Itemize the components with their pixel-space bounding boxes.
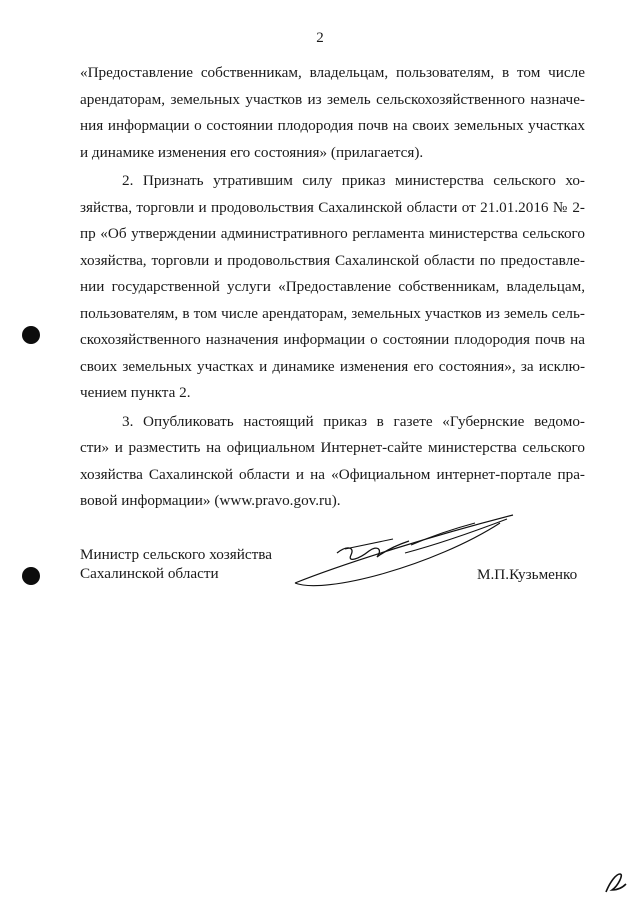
paragraph-2-line: своих земельных участках и динамике изменения его состояния», за исклю- [80,357,585,375]
paragraph-3-line: хозяйства Сахалинской области и на «Официальном интернет-портале пра- [80,465,585,483]
signatory-name: М.П.Кузьменко [477,566,578,583]
paragraph-2-line: 2. Признать утратившим силу приказ министерства сельского хо- [122,172,585,189]
paragraph-3-line: 3. Опубликовать настоящий приказ в газете «Губернские ведомо- [122,412,585,430]
paragraph-2-line: скохозяйственного назначения информации о состоянии плодородия почв на [80,331,585,348]
paragraph-2-line: нии государственной услуги «Предоставление собственникам, владельцам, [80,278,585,295]
punch-hole [22,326,40,344]
paragraph-3-line: вовой информации» (www.pravo.gov.ru). [80,492,341,509]
paragraph-2-line: чением пункта 2. [80,384,191,401]
paragraph-3-line: сти» и разместить на официальном Интернет-сайте министерства сельского [80,439,585,456]
paragraph-1-line: и динамике изменения его состояния» (прилагается). [80,143,424,161]
paragraph-2-line: пр «Об утверждении административного регламента министерства сельского [80,225,585,242]
signatory-position-line: Сахалинской области [80,565,219,582]
paragraph-2-line: хозяйства, торговли и продовольствия Сахалинской области по предоставле- [80,251,585,269]
document-body [80,60,585,515]
paragraph-1-line: арендаторам, земельных участков из земель сельскохозяйственного назначе- [80,90,585,108]
paragraph-2-line: зяйства, торговли и продовольствия Сахалинской области от 21.01.2016 № 2- [80,198,585,216]
handwritten-mark [600,868,630,898]
paragraph-1-line: ния информации о состоянии плодородия почв на своих земельных участках [80,117,585,134]
page-number: 2 [316,30,324,46]
paragraph-1-line: «Предоставление собственникам, владельцам, пользователям, в том числе [80,64,585,81]
paragraph-2-line: пользователям, в том числе арендаторам, земельных участков из земель сель- [80,304,585,322]
punch-hole [22,567,40,585]
signatory-position [80,545,272,583]
signatory-position-line: Министр сельского хозяйства [80,546,273,563]
